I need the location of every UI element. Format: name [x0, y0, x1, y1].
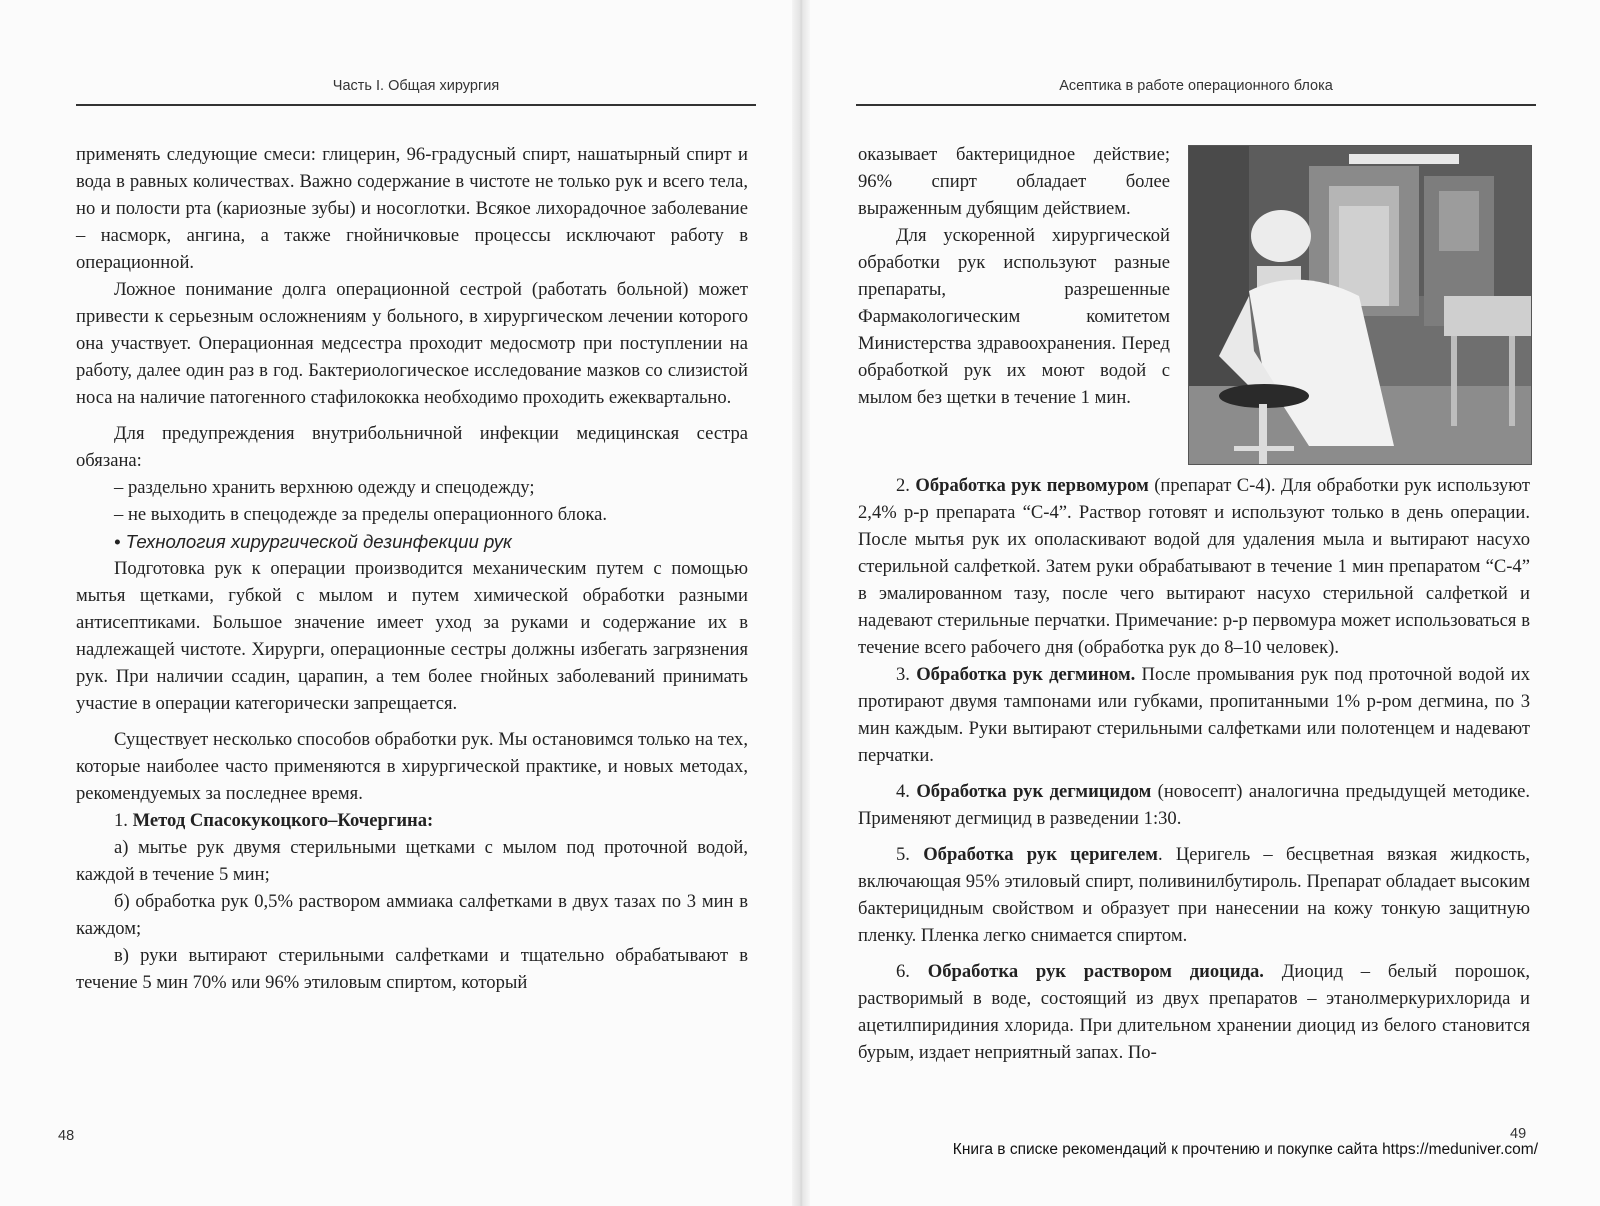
photo-illustration	[1189, 146, 1531, 464]
method-number: 6.	[896, 961, 910, 982]
right-header-rule	[856, 104, 1536, 106]
method-number: 2.	[896, 475, 910, 496]
section-subheading: • Технология хирургической дезинфекции рук	[114, 531, 512, 552]
method-title: Обработка рук дегмином.	[916, 664, 1136, 685]
left-body-text	[76, 141, 748, 996]
list-item: – не выходить в спецодежде за пределы операционного блока.	[114, 504, 608, 525]
method-number: 5.	[896, 844, 910, 865]
right-running-head: Асептика в работе операционного блока	[1059, 78, 1333, 94]
right-body-text	[858, 472, 1530, 1066]
method-step: а) мытье рук двумя стерильными щетками с мылом под проточной водой, каждой в течение 5 мин;	[76, 837, 748, 885]
method-text: Диоцид – белый порошок, растворимый в воде, состоящий из двух препаратов – этанолмеркурихлорида и ацетилпиридиния хлорида. При длительном хранении диоцид из белого становится бурым, издает неприятный запах. По-	[858, 961, 1531, 1063]
paragraph: Для предупреждения внутрибольничной инфекции медицинская сестра обязана:	[76, 423, 748, 471]
method-paragraph	[858, 661, 1530, 769]
method-number: 3.	[896, 664, 910, 685]
method-title: Метод Спасокукоцкого–Кочергина	[132, 810, 428, 831]
method-paragraph	[858, 841, 1530, 949]
left-running-head: Часть I. Общая хирургия	[332, 78, 500, 94]
method-title: Обработка рук церигелем	[923, 844, 1158, 865]
photo-nurse-handwashing	[1188, 145, 1532, 465]
left-header-rule	[76, 104, 756, 106]
method-paragraph	[858, 472, 1530, 661]
paragraph: Подготовка рук к операции производится механическим путем с помощью мытья щетками, губкой с мылом и путем химической обработки разными антисептиками. Большое значение имеет уход за руками и содержание их в надлежащей чистоте. Хирурги, операционные сестры должны избегать загрязнения рук. При наличии ссадин, царапин, а тем более гнойных заболеваний принимать участие в операции категорически запрещается.	[76, 558, 748, 714]
method-title: Обработка рук первомуром	[915, 475, 1149, 496]
method-paragraph	[858, 778, 1530, 832]
method-number: 4.	[896, 781, 910, 802]
paragraph: Для ускоренной хирургической обработки рук используют разные препараты, разрешенные Фармакологическим комитетом Министерства здравоохранения. Перед обработкой рук их моют водой с мылом без щетки в течение 1 мин.	[858, 225, 1170, 408]
method-paragraph	[858, 958, 1530, 1066]
right-wrap-text	[858, 141, 1170, 411]
book-gutter	[792, 0, 810, 1206]
paragraph: Ложное понимание долга операционной сестрой (работать больной) может привести к серьезным осложнениям у больного, в хирургическом лечении которого она участвует. Операционная медсестра проходит медосмотр при поступлении на работу, далее один раз в год. Бактериологическое исследование мазков со слизистой носа на наличие патогенного стафилококка необходимо проходить ежеквартально.	[76, 279, 748, 408]
method-text: (новосепт) аналогична предыдущей методике. Применяют дегмицид в разведении 1:30.	[858, 781, 1530, 829]
method-title: Обработка рук раствором диоцида.	[927, 961, 1264, 982]
method-colon: :	[427, 810, 434, 831]
paragraph: применять следующие смеси: глицерин, 96-градусный спирт, нашатырный спирт и вода в равных количествах. Важно содержание в чистоте не только рук и всего тела, но и полости рта (кариозные зубы) и носоглотки. Всякое лихорадочное заболевание – насморк, ангина, а также гнойничковые процессы исключают работу в операционной.	[76, 144, 748, 273]
method-step: б) обработка рук 0,5% раствором аммиака салфетками в двух тазах по 3 мин в каждом;	[76, 891, 748, 939]
paragraph: оказывает бактерицидное действие; 96% спирт обладает более выраженным дубящим действием.	[858, 144, 1170, 219]
paragraph: Существует несколько способов обработки рук. Мы остановимся только на тех, которые наиболее часто применяются в хирургической практике, и новых методах, рекомендуемых за последнее время.	[76, 729, 748, 804]
method-title: Обработка рук дегмицидом	[916, 781, 1152, 802]
left-page-number: 48	[58, 1128, 75, 1144]
right-page-number: 49	[1510, 1126, 1527, 1142]
left-page	[0, 0, 792, 1206]
method-text: (препарат С-4). Для обработки рук используют 2,4% р-р препарата “С-4”. Раствор готовят и используют только в день операции. После мытья рук их ополаскивают водой для удаления мыла и вытирают насухо стерильной салфеткой. Затем руки обрабатывают в течение 1 мин препаратом “С-4” в эмалированном тазу, после чего вытирают насухо стерильной салфеткой и надевают стерильные перчатки. Примечание: р-р первомура может использоваться в течение всего рабочего дня (обработка рук до 8–10 человек).	[858, 475, 1530, 658]
method-text: . Церигель – бесцветная вязкая жидкость, включающая 95% этиловый спирт, поливинилбутироль. Препарат обладает высоким бактерицидным свойством и образует при нанесении на кожу тонкую защитную пленку. Пленка легко снимается спиртом.	[858, 844, 1530, 946]
method-text: После промывания рук под проточной водой их протирают двумя тампонами или губками, пропитанными 1% р-ром дегмина, по 3 мин каждым. Руки вытирают стерильными салфетками или полотенцем и надевают перчатки.	[858, 664, 1530, 766]
method-number: 1.	[114, 810, 128, 831]
list-item: – раздельно хранить верхнюю одежду и спецодежду;	[114, 477, 535, 498]
method-step: в) руки вытирают стерильными салфетками и тщательно обрабатывают в течение 5 мин 70% или 96% этиловым спиртом, который	[76, 945, 748, 993]
footer-note: Книга в списке рекомендаций к прочтению и покупке сайта https://meduniver.com/	[952, 1141, 1538, 1158]
method-heading	[76, 807, 748, 834]
